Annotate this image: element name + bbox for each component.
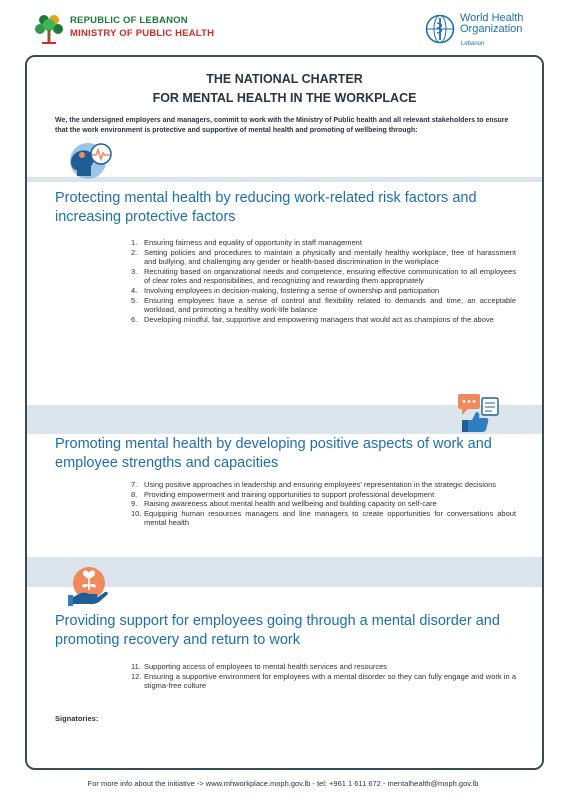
list-item: [131, 499, 516, 509]
item-text: Ensuring employees have a sense of control and flexibility related to demands and time, an acceptable workload, and promoting a healthy work-life balance: [144, 295, 516, 315]
section3-list: [131, 662, 516, 691]
item-text: Providing empowerment and training opportunities to support professional development: [144, 489, 435, 499]
item-number: 3.: [131, 266, 138, 276]
item-number: 11.: [131, 662, 141, 671]
item-text: Setting policies and procedures to maintain a physically and mentally healthy workplace, free of harassment and bullying, and challenging any gender or health-based discrimination in the workplace: [144, 247, 516, 267]
charter-title-line2: FOR MENTAL HEALTH IN THE WORKPLACE: [152, 91, 417, 105]
section2-heading: Promoting mental health by developing positive aspects of work and employee strengths and capacities: [55, 436, 492, 471]
item-number: 4.: [131, 285, 138, 295]
item-number: 6.: [131, 314, 138, 324]
item-text: Supporting access of employees to mental health services and resources: [144, 662, 388, 671]
who-emblem-icon: [425, 14, 455, 44]
item-number: 5.: [131, 295, 138, 305]
section3-heading: Providing support for employees going through a mental disorder and promoting recovery and return to work: [55, 613, 500, 648]
item-text: Ensuring a supportive environment for employees with a mental disorder so they can fully engage and work in a stigma-free culture: [144, 671, 516, 691]
item-text: Developing mindful, fair, supportive and empowering managers that would act as champions of the above: [144, 314, 494, 324]
item-number: 8.: [131, 489, 138, 499]
moph-name-line2: MINISTRY OF PUBLIC HEALTH: [70, 28, 215, 39]
who-name: [460, 13, 550, 35]
list-item: [131, 480, 516, 490]
who-name-line1: World Health: [460, 12, 524, 24]
list-item: [131, 315, 516, 325]
item-text: Involving employees in decision-making, fostering a sense of ownership and participation: [144, 285, 440, 295]
list-item: [131, 662, 516, 672]
section2-list: [131, 480, 516, 528]
charter-card: [25, 55, 544, 770]
who-country: Lebanon: [461, 41, 485, 47]
item-number: 12.: [131, 671, 142, 681]
section1-list: [131, 238, 516, 324]
item-number: 7.: [131, 480, 138, 489]
section1-heading: Protecting mental health by reducing work-related risk factors and increasing protective factors: [55, 190, 477, 225]
item-text: Ensuring fairness and equality of opportunity in staff management: [144, 238, 362, 247]
list-item: [131, 672, 516, 691]
page-header: [0, 0, 566, 56]
head-heartbeat-icon: [61, 140, 115, 180]
intro-text: We, the undersigned employers and managers, commit to work with the Ministry of Public health and all relevant stakeholders to ensure that the work environment is protective and supportive of mental health and promoting of wellbeing through:: [55, 117, 509, 134]
list-item: [131, 248, 516, 267]
item-number: 10.: [131, 508, 142, 518]
who-name-line2: Organization: [460, 23, 523, 35]
list-item: [131, 286, 516, 296]
moph-name-line1: REPUBLIC OF LEBANON: [70, 15, 188, 26]
list-item: [131, 238, 516, 248]
signatories-label: Signatories:: [55, 714, 99, 723]
hand-heart-plant-icon: [65, 563, 113, 609]
charter-title-line1: THE NATIONAL CHARTER: [206, 72, 363, 86]
item-text: Recruiting based on organizational needs and competence, ensuring effective communication to all employees of clear roles and responsibilities, and recognizing and rewarding them appropriately: [144, 266, 516, 286]
item-text: Equipping human resources managers and line managers to create opportunities for conversations about mental health: [144, 508, 516, 528]
list-item: [131, 296, 516, 315]
item-text: Using positive approaches in leadership and ensuring employees' representation in the strategic decisions: [144, 480, 497, 489]
list-item: [131, 490, 516, 500]
list-item: [131, 267, 516, 286]
thumbs-up-chat-icon: [452, 390, 504, 436]
item-number: 2.: [131, 247, 138, 257]
item-text: Raising awareness about mental health and wellbeing and building capacity on self-care: [144, 499, 437, 509]
item-number: 9.: [131, 499, 138, 509]
item-number: 1.: [131, 238, 138, 247]
cedar-tree-logo: [34, 12, 64, 46]
footer-contact: For more info about the initiative -> www.mhworkplace.moph.gov.lb - tel: +961 1 611 672 - mentalhealth@moph.gov.lb: [87, 779, 479, 788]
list-item: [131, 509, 516, 528]
